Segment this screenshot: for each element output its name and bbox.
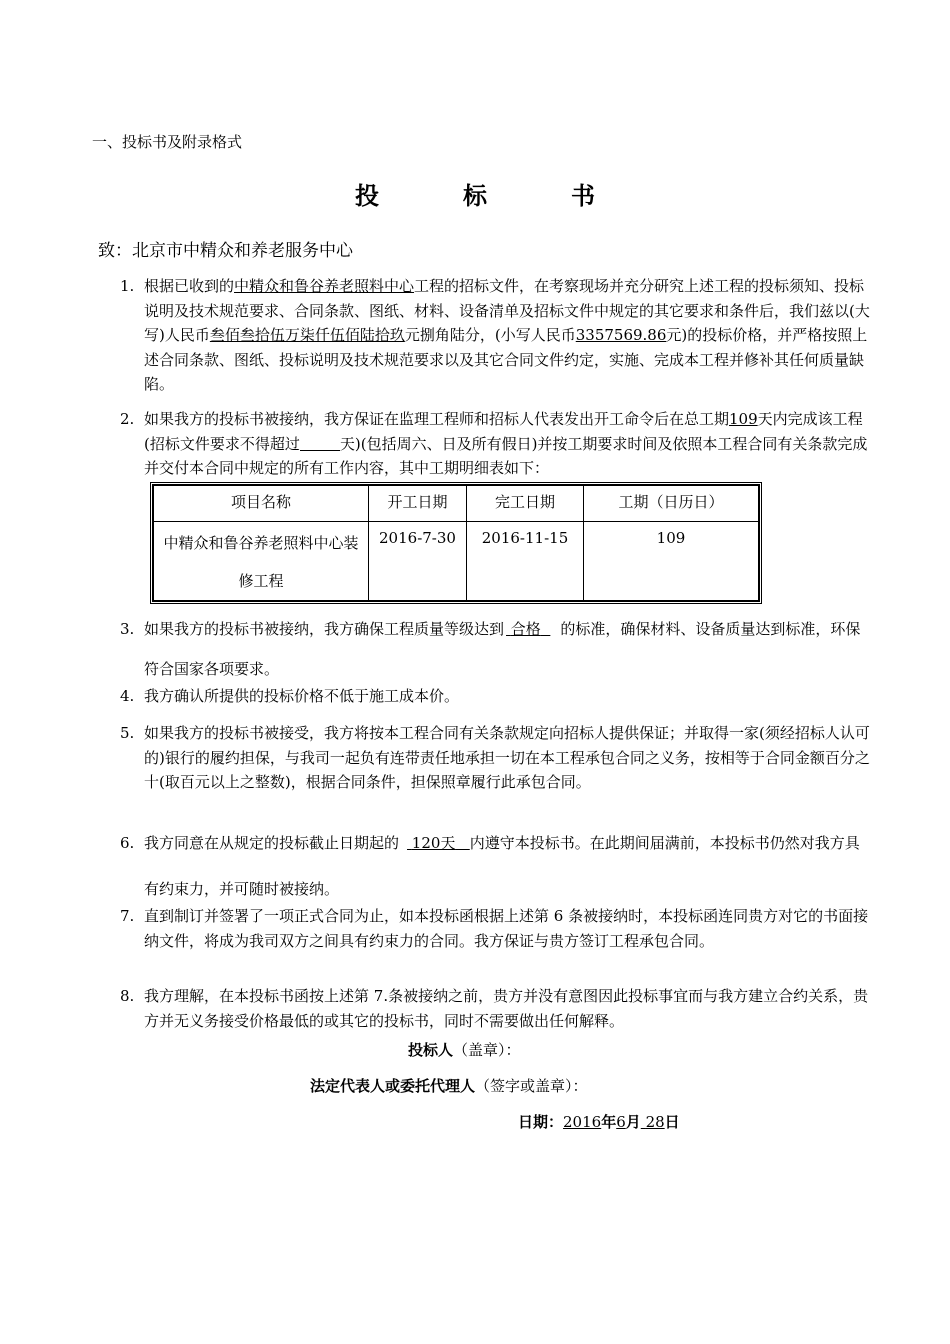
- cell-project-name: 中精众和鲁谷养老照料中心装修工程: [154, 522, 369, 601]
- amount-lower: 3357569.86: [575, 326, 667, 344]
- section-heading: 一、投标书及附录格式: [92, 133, 243, 151]
- max-days-blank: [300, 434, 340, 451]
- cell-start-date: 2016-7-30: [369, 522, 467, 601]
- clause-number: 1.: [120, 277, 135, 295]
- project-name: 中精众和鲁谷养老照料中心: [234, 277, 415, 295]
- clause-7: 7. 直到制订并签署了一项正式合同为止，如本投标函根据上述第 6 条被接纳时，本投标函连同贵方对它的书面接纳文件，将成为我司双方之间具有约束力的合同。我方保证与贵方签订工程承包合同。: [120, 904, 870, 953]
- header-end-date: 完工日期: [467, 486, 584, 522]
- document-title: 投 标 书: [355, 181, 625, 210]
- addressee: 致：北京市中精众和养老服务中心: [98, 241, 353, 261]
- clause-number: 6.: [120, 834, 135, 852]
- clause-number: 8.: [120, 987, 135, 1005]
- clause-number: 5.: [120, 724, 135, 742]
- clause-6: 6. 我方同意在从规定的投标截止日期起的 120天 内遵守本投标书。在此期间届满前，本投标书仍然对我方具有约束力，并可随时被接纳。: [120, 820, 870, 912]
- date-month: 6: [616, 1113, 626, 1131]
- header-project-name: 项目名称: [154, 486, 369, 522]
- amount-upper: 叁佰叁拾伍万柒仟伍佰陆拾玖: [209, 326, 405, 344]
- cell-duration: 109: [584, 522, 759, 601]
- header-start-date: 开工日期: [369, 486, 467, 522]
- quality-grade: 合格: [510, 620, 541, 638]
- date-year: 2016: [563, 1113, 602, 1131]
- validity-period: 120天: [411, 834, 456, 852]
- clause-2: 2. 如果我方的投标书被接纳，我方保证在监理工程师和招标人代表发出开工命令后在总工期109天内完成该工程 (招标文件要求不得超过 天)(包括周六、日及所有假日)并按工期要求时间及依照本工程合同有关条款完成并交付本合同中规定的所有工作内容，其中工期明细表如下：: [120, 407, 870, 481]
- clause-5: 5. 如果我方的投标书被接受，我方将按本工程合同有关条款规定向招标人提供保证；并取得一家(须经招标人认可的)银行的履约担保，与我司一起负有连带责任地承担一切在本工程承包合同之义务，按相等于合同金额百分之十(取百元以上之整数)，根据合同条件，担保照章履行此承包合同。: [120, 721, 870, 795]
- clause-number: 2.: [120, 410, 135, 428]
- header-duration: 工期（日历日）: [584, 486, 759, 522]
- table-row: [154, 522, 759, 601]
- clause-8: 8. 我方理解，在本投标书函按上述第 7.条被接纳之前，贵方并没有意图因此投标事宜而与我方建立合约关系，贵方并无义务接受价格最低的或其它的投标书，同时不需要做出任何解释。: [120, 984, 870, 1033]
- cell-end-date: 2016-11-15: [467, 522, 584, 601]
- representative-signature-line: 法定代表人或委托代理人（签字或盖章）：: [310, 1077, 588, 1095]
- clause-number: 4.: [120, 687, 135, 705]
- clause-4: 4. 我方确认所提供的投标价格不低于施工成本价。: [120, 684, 870, 709]
- clause-number: 3.: [120, 620, 135, 638]
- schedule-table: [150, 482, 762, 604]
- total-days: 109: [729, 410, 758, 428]
- clause-3: 3. 如果我方的投标书被接纳，我方确保工程质量等级达到 合格 的标准，确保材料、设备质量达到标准，环保符合国家各项要求。: [120, 609, 870, 689]
- date-line: 日期：2016年6月 28日: [518, 1113, 680, 1131]
- date-day: 28: [645, 1113, 665, 1131]
- clause-1: 1. 根据已收到的中精众和鲁谷养老照料中心工程的招标文件，在考察现场并充分研究上述工程的投标须知、投标说明及技术规范要求、合同条款、图纸、材料、设备清单及招标文件中规定的其它要求和条件后，我们兹以(大写)人民币叁佰叁拾伍万柒仟伍佰陆拾玖元捌角陆分，(小写人民币3357569.86元)的投标价格，并严格按照上述合同条款、图纸、投标说明及技术规范要求以及其它合同文件约定，实施、完成本工程并修补其任何质量缺陷。: [120, 274, 870, 397]
- bidder-signature-line: 投标人（盖章）：: [408, 1041, 521, 1059]
- clause-number: 7.: [120, 907, 135, 925]
- table-header-row: [154, 486, 759, 522]
